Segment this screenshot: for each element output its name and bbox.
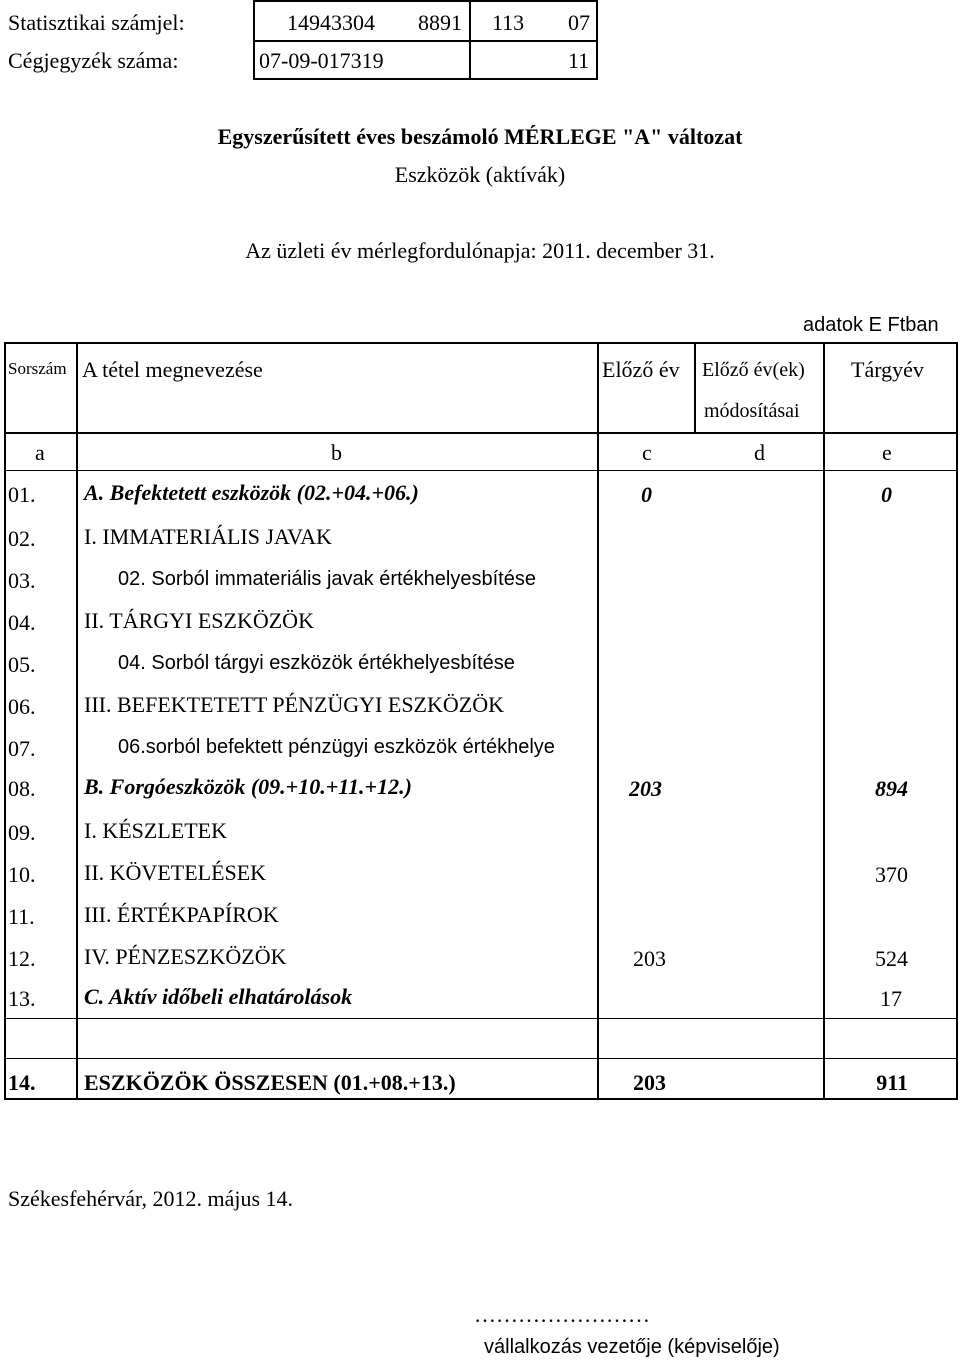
row-name: I. IMMATERIÁLIS JAVAK <box>84 524 332 549</box>
row-current-year: 911 <box>876 1070 908 1095</box>
row-prev-year: 203 <box>629 776 662 801</box>
row-prev-year: 203 <box>633 1070 666 1095</box>
stat-number-1: 14943304 <box>287 10 375 35</box>
row-name: 04. Sorból tárgyi eszközök értékhelyesbítése <box>118 652 515 674</box>
row-number: 10. <box>8 862 36 887</box>
col-letter-d: d <box>754 440 765 465</box>
row-number: 12. <box>8 946 36 971</box>
row-number: 14. <box>8 1070 36 1095</box>
ceg-label: Cégjegyzék száma: <box>8 48 179 73</box>
stat-number-3: 113 <box>492 10 525 35</box>
row-name: III. BEFEKTETETT PÉNZÜGYI ESZKÖZÖK <box>84 692 504 717</box>
row-number: 03. <box>8 568 36 593</box>
col-header-targyev: Tárgyév <box>851 357 924 382</box>
row-number: 09. <box>8 820 36 845</box>
ceg-suffix: 11 <box>568 48 590 73</box>
row-number: 04. <box>8 610 36 635</box>
row-name: 02. Sorból immateriális javak értékhelyesbítése <box>118 568 536 590</box>
col-header-modositas-2: módosításai <box>704 400 800 422</box>
signature-dots: …………………… <box>474 1302 650 1327</box>
stat-number-4: 07 <box>568 10 590 35</box>
row-current-year: 370 <box>875 862 908 887</box>
col-letter-b: b <box>331 440 342 465</box>
row-name: A. Befektetett eszközök (02.+04.+06.) <box>84 480 419 505</box>
signature-label: vállalkozás vezetője (képviselője) <box>484 1336 780 1358</box>
title-line-1: Egyszerűsített éves beszámoló MÉRLEGE "A" változat <box>217 124 743 149</box>
row-number: 11. <box>8 904 35 929</box>
row-number: 05. <box>8 652 36 677</box>
row-current-year: 894 <box>875 776 908 801</box>
col-header-megnevezes: A tétel megnevezése <box>82 357 263 382</box>
stat-number-2: 8891 <box>418 10 462 35</box>
row-current-year: 524 <box>875 946 908 971</box>
col-letter-a: a <box>35 440 45 465</box>
stat-label: Statisztikai számjel: <box>8 10 185 35</box>
col-header-modositas-1: Előző év(ek) <box>702 359 805 381</box>
row-name: B. Forgóeszközök (09.+10.+11.+12.) <box>84 774 412 799</box>
col-header-elozo: Előző év <box>602 357 680 382</box>
row-number: 13. <box>8 986 36 1011</box>
title-line-3: Az üzleti év mérlegfordulónapja: 2011. december 31. <box>245 238 715 263</box>
row-name: 06.sorból befektett pénzügyi eszközök értékhelye <box>118 736 555 758</box>
row-number: 02. <box>8 526 36 551</box>
row-number: 07. <box>8 736 36 761</box>
col-letter-e: e <box>882 440 892 465</box>
row-name: II. KÖVETELÉSEK <box>84 860 267 885</box>
row-current-year: 17 <box>880 986 902 1011</box>
row-number: 08. <box>8 776 36 801</box>
row-name: IV. PÉNZESZKÖZÖK <box>84 944 287 969</box>
col-letter-c: c <box>642 440 652 465</box>
row-name: C. Aktív időbeli elhatárolások <box>84 984 353 1009</box>
unit-label: adatok E Ftban <box>803 314 939 336</box>
row-prev-year: 0 <box>641 482 652 507</box>
title-line-2: Eszközök (aktívák) <box>394 162 566 187</box>
col-header-sorszam: Sorszám <box>8 359 67 378</box>
row-name: II. TÁRGYI ESZKÖZÖK <box>84 608 314 633</box>
row-prev-year: 203 <box>633 946 666 971</box>
row-name: I. KÉSZLETEK <box>84 818 227 843</box>
row-name: III. ÉRTÉKPAPÍROK <box>84 902 279 927</box>
row-current-year: 0 <box>881 482 892 507</box>
row-number: 01. <box>8 482 36 507</box>
row-number: 06. <box>8 694 36 719</box>
ceg-number: 07-09-017319 <box>259 48 384 73</box>
row-name: ESZKÖZÖK ÖSSZESEN (01.+08.+13.) <box>84 1070 456 1095</box>
place-date: Székesfehérvár, 2012. május 14. <box>8 1186 294 1211</box>
